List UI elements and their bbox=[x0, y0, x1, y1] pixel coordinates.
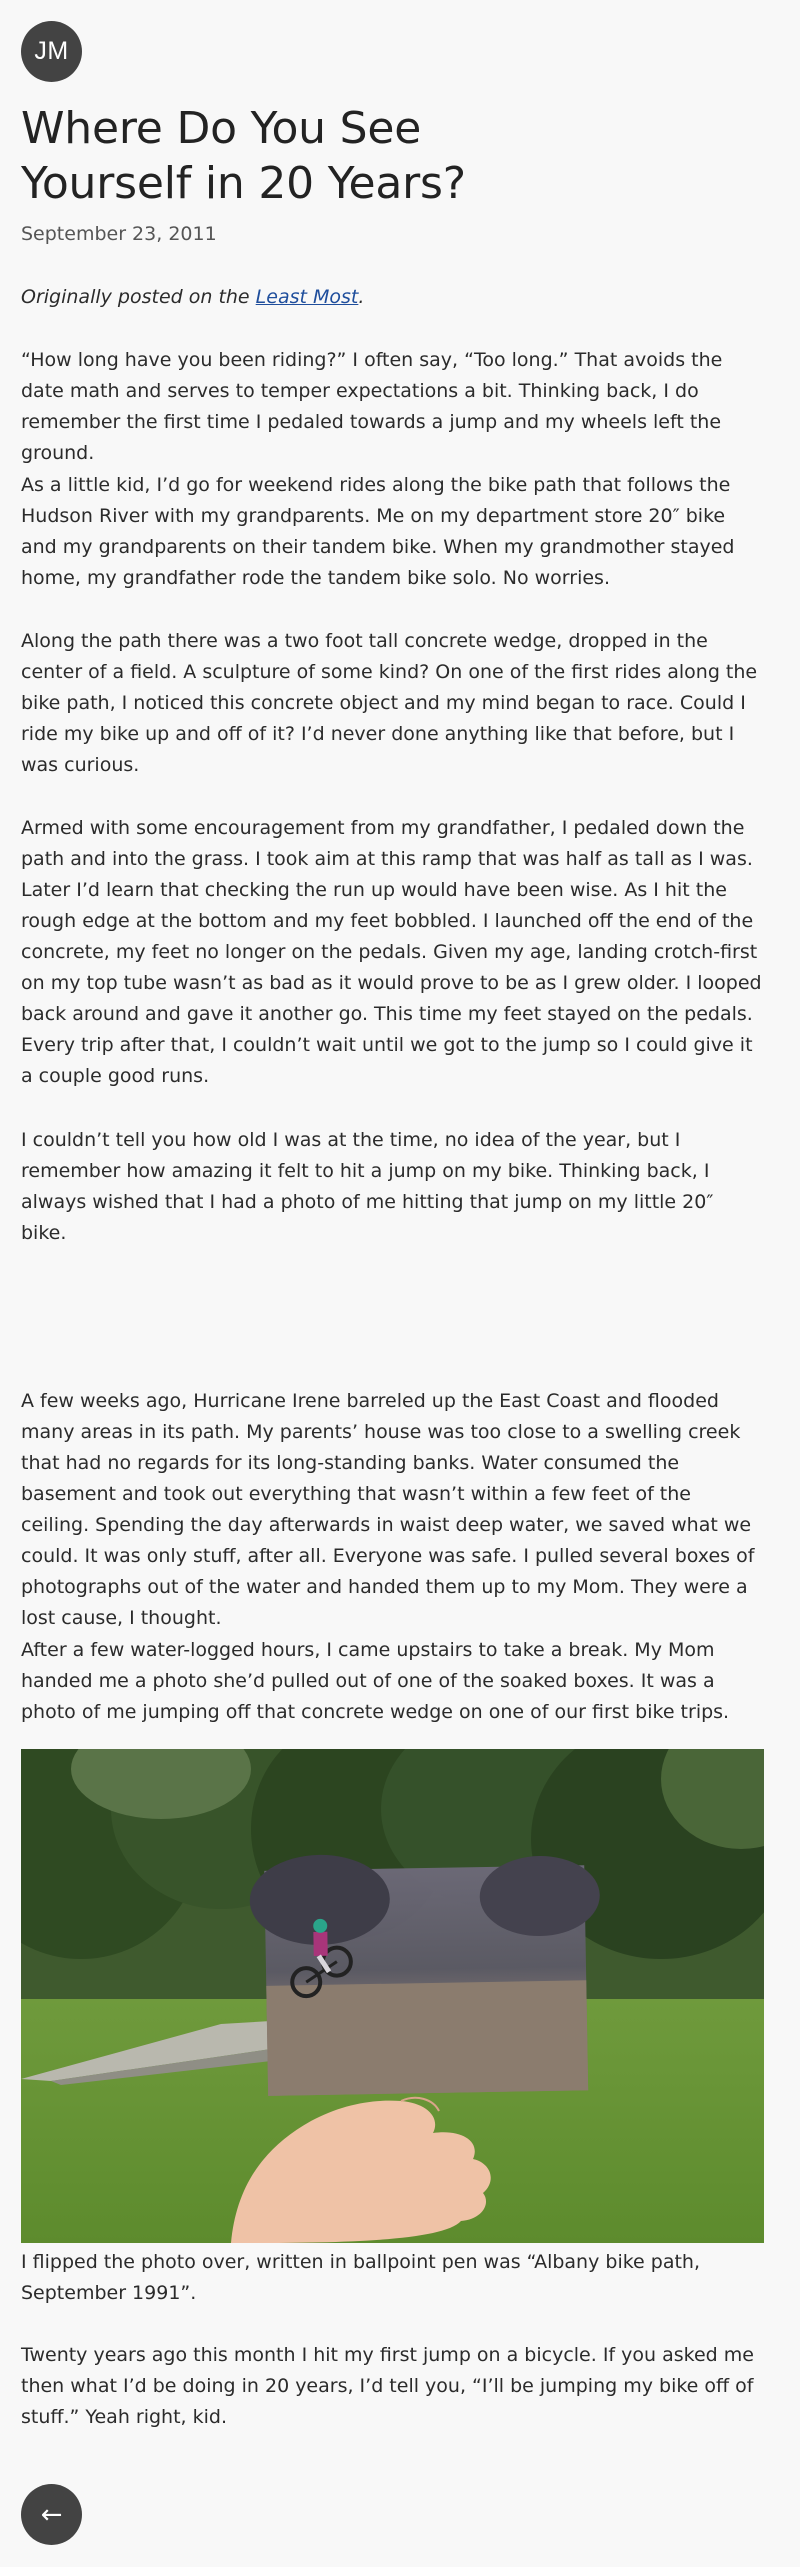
intro-suffix: . bbox=[358, 286, 365, 308]
avatar[interactable] bbox=[21, 21, 82, 82]
avatar-initials: JM bbox=[34, 37, 69, 65]
paragraph: Armed with some encouragement from my grandfather, I pedaled down the path and into the grass. I took aim at this ramp that was half as tall as I was. Later I’d learn that checking the run up would have been wise. As I hit the rough edge at the bottom and my feet bobbled. I launched off the end of the concrete, my feet no longer on the pedals. Given my age, landing crotch-first on my top tube wasn’t as bad as it would prove to be as I grew older. I looped back around and gave it another go. This time my feet stayed on the pedals. Every trip after that, I couldn’t wait until we got to the jump so I could give it a couple good runs. bbox=[21, 817, 762, 1087]
back-arrow-icon: ← bbox=[40, 2499, 63, 2530]
paragraph: A few weeks ago, Hurricane Irene barreled up the East Coast and flooded many areas in its path. My parents’ house was too close to a swelling creek that had no regards for its long-standing banks. Water consumed the basement and took out everything that wasn’t within a few feet of the ceiling. Spending the day afterwards in waist deep water, we saved what we could. It was only stuff, after all. Everyone was safe. I pulled several boxes of photographs out of the water and handed them up to my Mom. They were a lost cause, I thought. bbox=[21, 1390, 755, 1629]
post-date: September 23, 2011 bbox=[21, 223, 217, 245]
bike-jump-photo bbox=[21, 1749, 764, 2243]
intro-line bbox=[21, 282, 764, 313]
post-title: Where Do You See Yourself in 20 Years? bbox=[21, 103, 466, 209]
paragraph: “How long have you been riding?” I often say, “Too long.” That avoids the date math and serves to temper expectations a bit. Thinking back, I do remember the first time I pedaled towards a jump and my wheels left the ground. bbox=[21, 349, 723, 464]
paragraph: Twenty years ago this month I hit my first jump on a bicycle. If you asked me then what I’d be doing in 20 years, I’d tell you, “I’ll be jumping my bike off of stuff.” Yeah right, kid. bbox=[21, 2344, 754, 2428]
paragraph: I couldn’t tell you how old I was at the time, no idea of the year, but I remember how amazing it felt to hit a jump on my bike. Thinking back, I always wished that I had a photo of me hitting that jump on my little 20″ bike. bbox=[21, 1129, 714, 1244]
back-button[interactable] bbox=[21, 2484, 82, 2545]
paragraph: I flipped the photo over, written in ballpoint pen was “Albany bike path, September 1991”. bbox=[21, 2251, 701, 2304]
intro-prefix: Originally posted on the bbox=[21, 286, 256, 308]
paragraph: As a little kid, I’d go for weekend rides along the bike path that follows the Hudson River with my grandparents. Me on my department store 20″ bike and my grandparents on their tandem bike. When my grandmother stayed home, my grandfather rode the tandem bike solo. No worries. bbox=[21, 474, 735, 589]
least-most-link[interactable]: Least Most bbox=[255, 286, 359, 308]
paragraph: Along the path there was a two foot tall concrete wedge, dropped in the center of a field. A sculpture of some kind? On one of the first rides along the bike path, I noticed this concrete object and my mind began to race. Could I ride my bike up and off of it? I’d never done anything like that before, but I was curious. bbox=[21, 630, 758, 776]
paragraph: After a few water-logged hours, I came upstairs to take a break. My Mom handed me a photo she’d pulled out of one of the soaked boxes. It was a photo of me jumping off that concrete wedge on one of our first bike trips. bbox=[21, 1639, 730, 1723]
